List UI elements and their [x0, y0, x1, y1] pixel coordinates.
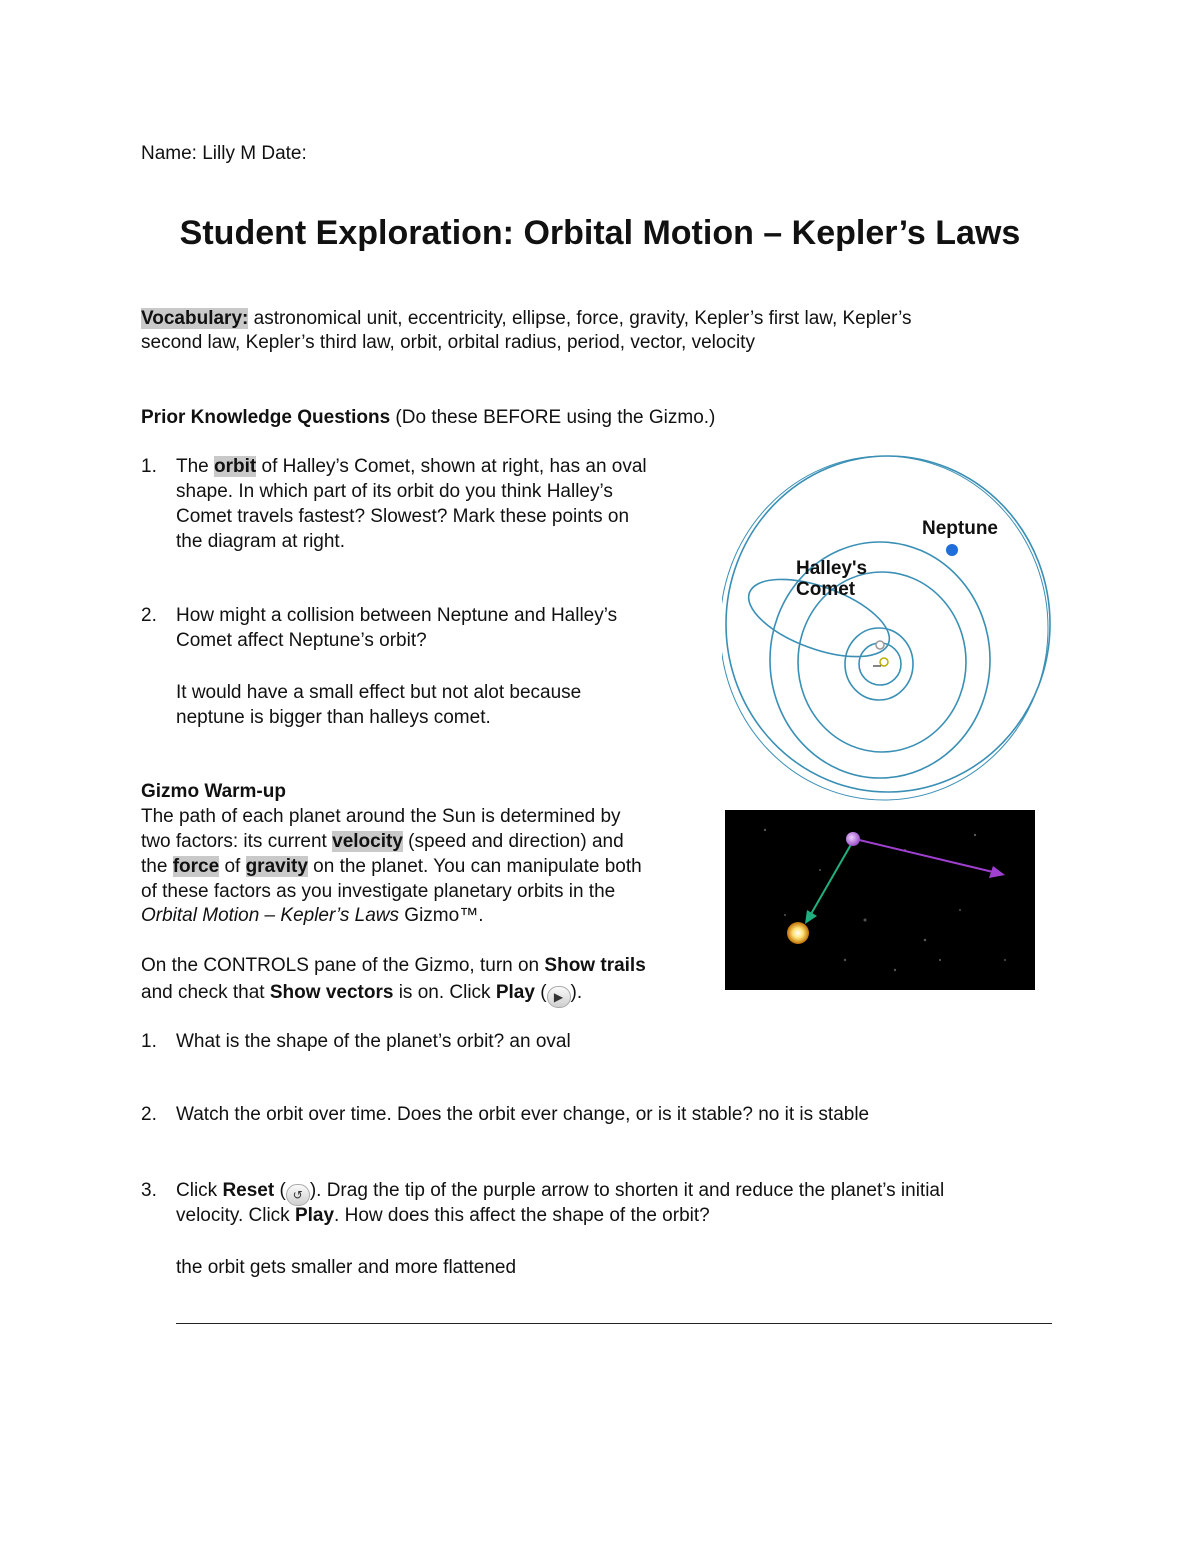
term-velocity: velocity: [332, 831, 403, 852]
play-icon: ▶: [547, 986, 571, 1008]
page-title: Student Exploration: Orbital Motion – Kepler’s Laws: [179, 214, 1021, 252]
vocabulary-line-1: [141, 307, 912, 331]
warmup-p1-line-1: The path of each planet around the Sun is determined by: [141, 806, 621, 827]
pk-q1-line-4: the diagram at right.: [176, 531, 345, 552]
show-vectors-label: Show vectors: [269, 982, 394, 1003]
pk-q1-pre: The: [176, 456, 215, 477]
reset-label: Reset: [222, 1180, 275, 1201]
space-background: [725, 810, 1035, 990]
comet-label-1: Halley's: [796, 558, 868, 579]
warmup-p2-line-2: [141, 981, 582, 1008]
warmup-p1-l3-post: on the planet. You can manipulate both: [307, 856, 642, 877]
pk-q1-line-2: shape. In which part of its orbit do you think Halley’s: [176, 481, 613, 502]
vocabulary-line-2: second law, Kepler’s third law, orbit, orbital radius, period, vector, velocity: [141, 332, 755, 353]
term-gravity: gravity: [245, 856, 308, 877]
reset-icon: ↺: [286, 1184, 310, 1206]
vocabulary-label: Vocabulary:: [141, 308, 249, 329]
play-label-2: Play: [294, 1205, 335, 1226]
wq2-number: 2.: [141, 1104, 157, 1125]
mars-orbit: [845, 628, 913, 700]
neptune-planet: [946, 544, 958, 556]
warmup-p1-line-5: [141, 904, 483, 928]
neptune-label: Neptune: [922, 518, 998, 539]
warmup-p1-line-3: [141, 855, 642, 879]
warmup-p1-l5-post: Gizmo™.: [399, 905, 484, 926]
halleys-comet-orbit-diagram: [722, 452, 1056, 802]
pk-q2-line-1: How might a collision between Neptune and Halley’s: [176, 605, 618, 626]
term-force: force: [172, 856, 220, 877]
wq3-line-2: [176, 1204, 710, 1228]
wq1-text: What is the shape of the planet’s orbit? an oval: [176, 1031, 571, 1052]
warmup-p1-line-4: of these factors as you investigate planetary orbits in the: [141, 881, 616, 902]
wq3-line-1: [176, 1179, 944, 1206]
planet: [846, 832, 860, 846]
wq3-l1-post: ). Drag the tip of the purple arrow to shorten it and reduce the planet’s initial: [309, 1180, 945, 1201]
gizmo-name: Orbital Motion – Kepler’s Laws: [141, 905, 400, 926]
wq3-l2-pre: velocity. Click: [176, 1205, 295, 1226]
pk-q2-answer-2: neptune is bigger than halleys comet.: [176, 707, 491, 728]
warmup-p1-l3-pre: the: [141, 856, 173, 877]
pk-q2-number: 2.: [141, 605, 157, 626]
sun: [787, 922, 809, 944]
warmup-p1-l2-post: (speed and direction) and: [402, 831, 624, 852]
gizmo-orbit-screenshot: [725, 810, 1035, 990]
warmup-p1-line-2: [141, 830, 624, 854]
wq1-number: 1.: [141, 1031, 157, 1052]
vocabulary-terms-1: astronomical unit, eccentricity, ellipse, force, gravity, Kepler’s first law, Kepler’s: [248, 308, 912, 329]
wq3-l1-open: (: [274, 1180, 286, 1201]
wq3-l2-post: . How does this affect the shape of the orbit?: [334, 1205, 710, 1226]
warmup-p2-l2-pre: and check that: [141, 982, 270, 1003]
warmup-p2-close: ).: [570, 982, 583, 1003]
sun-marker: [880, 658, 888, 666]
prior-knowledge-title: Prior Knowledge Questions: [141, 407, 391, 428]
prior-knowledge-note: (Do these BEFORE using the Gizmo.): [390, 407, 716, 428]
wq2-text: Watch the orbit over time. Does the orbit ever change, or is it stable? no it is stable: [176, 1104, 870, 1125]
wq3-number: 3.: [141, 1180, 157, 1201]
warmup-p2-open: (: [534, 982, 547, 1003]
play-label: Play: [495, 982, 535, 1003]
pk-q1-number: 1.: [141, 456, 157, 477]
planet-orbits: [722, 456, 1050, 800]
wq3-l1-pre: Click: [176, 1180, 223, 1201]
pk-q1-line-3: Comet travels fastest? Slowest? Mark these points on: [176, 506, 630, 527]
comet-marker: [876, 641, 884, 649]
pk-q1-post: of Halley’s Comet, shown at right, has an oval: [256, 456, 647, 477]
wq3-answer: the orbit gets smaller and more flattened: [176, 1257, 517, 1278]
name-date-line: Name: Lilly M Date:: [141, 143, 307, 164]
pk-q2-answer-1: It would have a small effect but not alot because: [176, 682, 582, 703]
pk-q2-line-2: Comet affect Neptune’s orbit?: [176, 630, 427, 651]
pk-q1-line-1: [176, 455, 647, 479]
warmup-heading: Gizmo Warm-up: [141, 781, 286, 802]
answer-underline: [176, 1323, 1052, 1324]
warmup-p1-l3-mid: of: [219, 856, 246, 877]
warmup-p2-l1-pre: On the CONTROLS pane of the Gizmo, turn on: [141, 955, 545, 976]
comet-label-2: Comet: [796, 579, 856, 600]
warmup-p1-l2-pre: two factors: its current: [141, 831, 333, 852]
show-trails-label: Show trails: [544, 955, 646, 976]
term-orbit: orbit: [214, 456, 257, 477]
warmup-p2-line-1: [141, 954, 646, 978]
prior-knowledge-heading: [141, 406, 715, 430]
warmup-p2-l2-mid: is on. Click: [393, 982, 496, 1003]
